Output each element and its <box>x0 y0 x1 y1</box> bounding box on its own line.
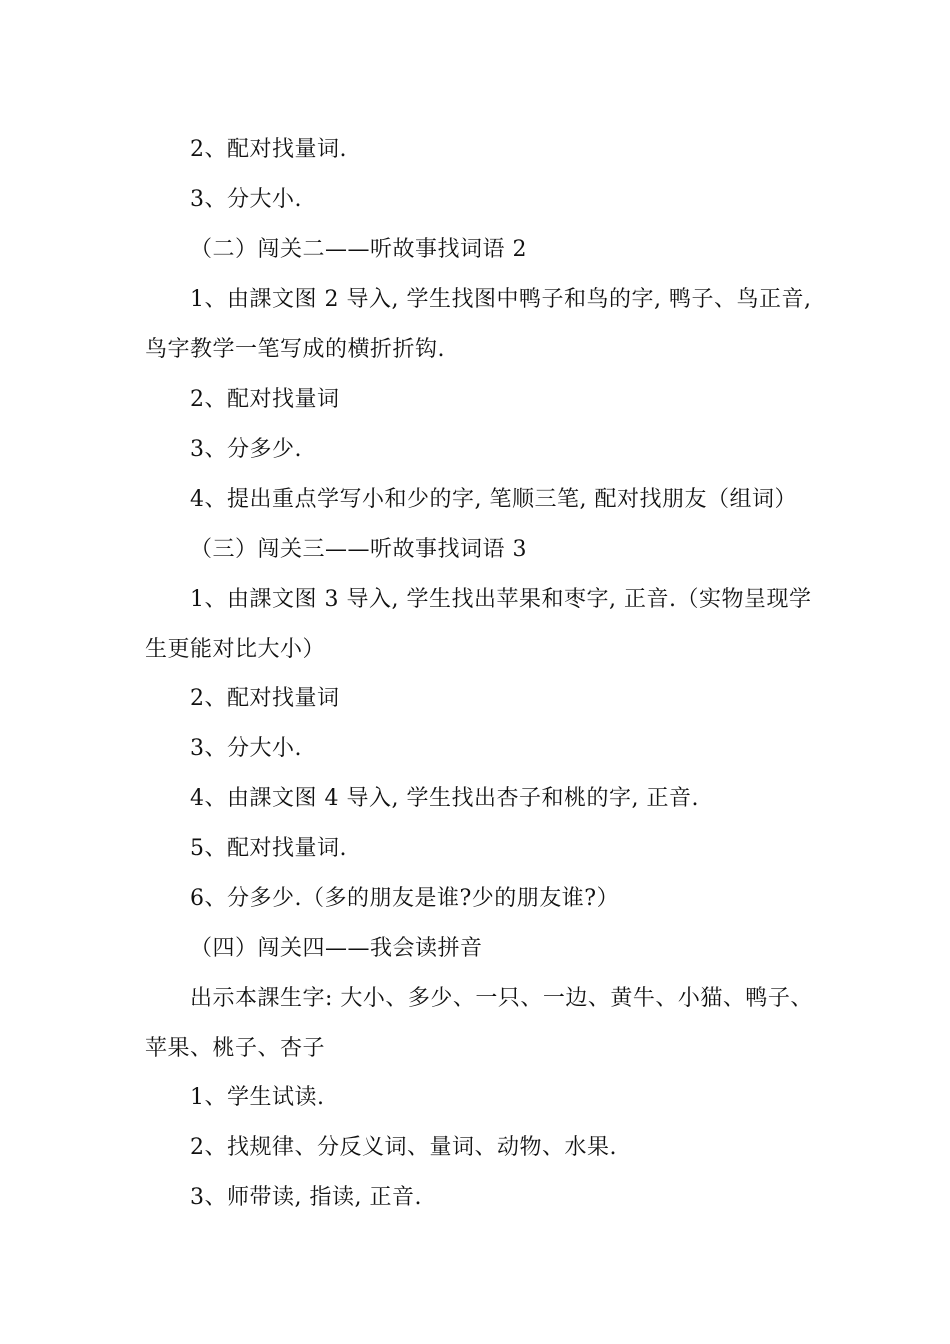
text-line: 4、由課文图 4 导入, 学生找出杏子和桃的字, 正音. <box>190 786 699 811</box>
text-line: 2、配对找量词 <box>190 686 340 711</box>
text-line: 3、师带读, 指读, 正音. <box>190 1185 422 1210</box>
text-line: 1、由課文图 3 导入, 学生找出苹果和枣字, 正音.（实物呈现学 <box>190 587 812 612</box>
text-line: 1、学生试读. <box>190 1085 325 1110</box>
section-heading: （四）闯关四——我会读拼音 <box>190 936 483 961</box>
section-heading: （二）闯关二——听故事找词语 2 <box>190 237 527 262</box>
text-line: 2、配对找量词. <box>190 137 347 162</box>
text-line: 2、配对找量词 <box>190 387 340 412</box>
text-line: 出示本課生字: 大小、多少、一只、一边、黄牛、小猫、鸭子、 <box>190 986 813 1011</box>
text-line: 生更能对比大小） <box>145 637 326 662</box>
text-line: 3、分多少. <box>190 437 302 462</box>
text-line: 3、分大小. <box>190 187 302 212</box>
text-line: 6、分多少.（多的朋友是谁?少的朋友谁?） <box>190 886 620 911</box>
text-line: 3、分大小. <box>190 736 302 761</box>
text-line: 鸟字教学一笔写成的横折折钩. <box>145 337 445 362</box>
text-line: 5、配对找量词. <box>190 836 347 861</box>
text-line: 4、提出重点学写小和少的字, 笔顺三笔, 配对找朋友（组词） <box>190 487 797 512</box>
section-heading: （三）闯关三——听故事找词语 3 <box>190 537 527 562</box>
text-line: 2、找规律、分反义词、量词、动物、水果. <box>190 1135 617 1160</box>
text-line: 苹果、桃子、杏子 <box>145 1036 326 1061</box>
text-line: 1、由課文图 2 导入, 学生找图中鸭子和鸟的字, 鸭子、鸟正音, <box>190 287 812 312</box>
